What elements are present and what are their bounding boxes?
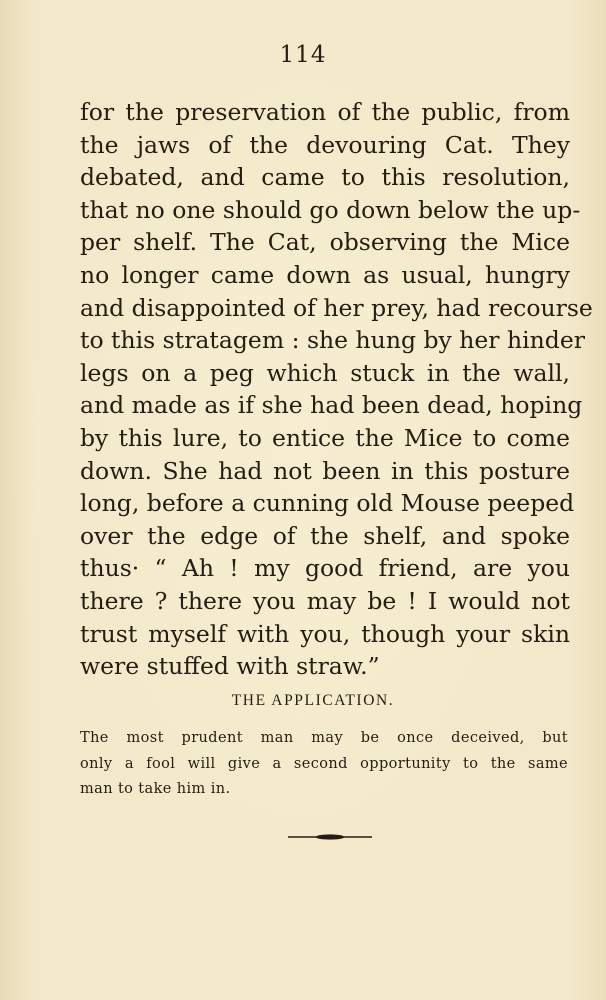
- text-line: debated, and came to this resolution,: [80, 163, 570, 192]
- text-line: down. She had not been in this posture: [80, 456, 570, 485]
- text-line: per shelf. The Cat, observing the Mice: [80, 228, 570, 257]
- text-line: thus· “ Ah ! my good friend, are you: [80, 554, 570, 583]
- text-line: and made as if she had been dead, hoping: [80, 391, 583, 420]
- text-line: no longer came down as usual, hungry: [80, 260, 570, 289]
- text-line: for the preservation of the public, from: [80, 98, 570, 126]
- fable-text: [80, 96, 593, 683]
- ornament-divider: [288, 833, 372, 841]
- text-line: that no one should go down below the up-: [80, 195, 581, 224]
- text-line: legs on a peg which stuck in the wall,: [80, 358, 570, 387]
- text-line: were stuffed with straw.”: [80, 652, 380, 681]
- moral-text: [80, 726, 568, 803]
- text-line: trust myself with you, though your skin: [80, 619, 570, 648]
- application-heading: THE APPLICATION.: [231, 692, 395, 709]
- page-number: 114: [279, 42, 327, 68]
- moral-line: The most prudent man may be once deceived, but: [80, 730, 568, 746]
- text-line: by this lure, to entice the Mice to come: [80, 423, 570, 452]
- text-line: and disappointed of her prey, had recourse: [80, 293, 593, 322]
- moral-line: man to take him in.: [80, 781, 231, 797]
- text-line: there ? there you may be ! I would not: [80, 586, 570, 615]
- text-line: over the edge of the shelf, and spoke: [80, 521, 570, 550]
- text-line: long, before a cunning old Mouse peeped: [80, 489, 575, 518]
- text-line: to this stratagem : she hung by her hinder: [80, 326, 585, 355]
- moral-line: only a fool will give a second opportunity to the same: [80, 755, 568, 772]
- text-line: the jaws of the devouring Cat. They: [80, 130, 570, 159]
